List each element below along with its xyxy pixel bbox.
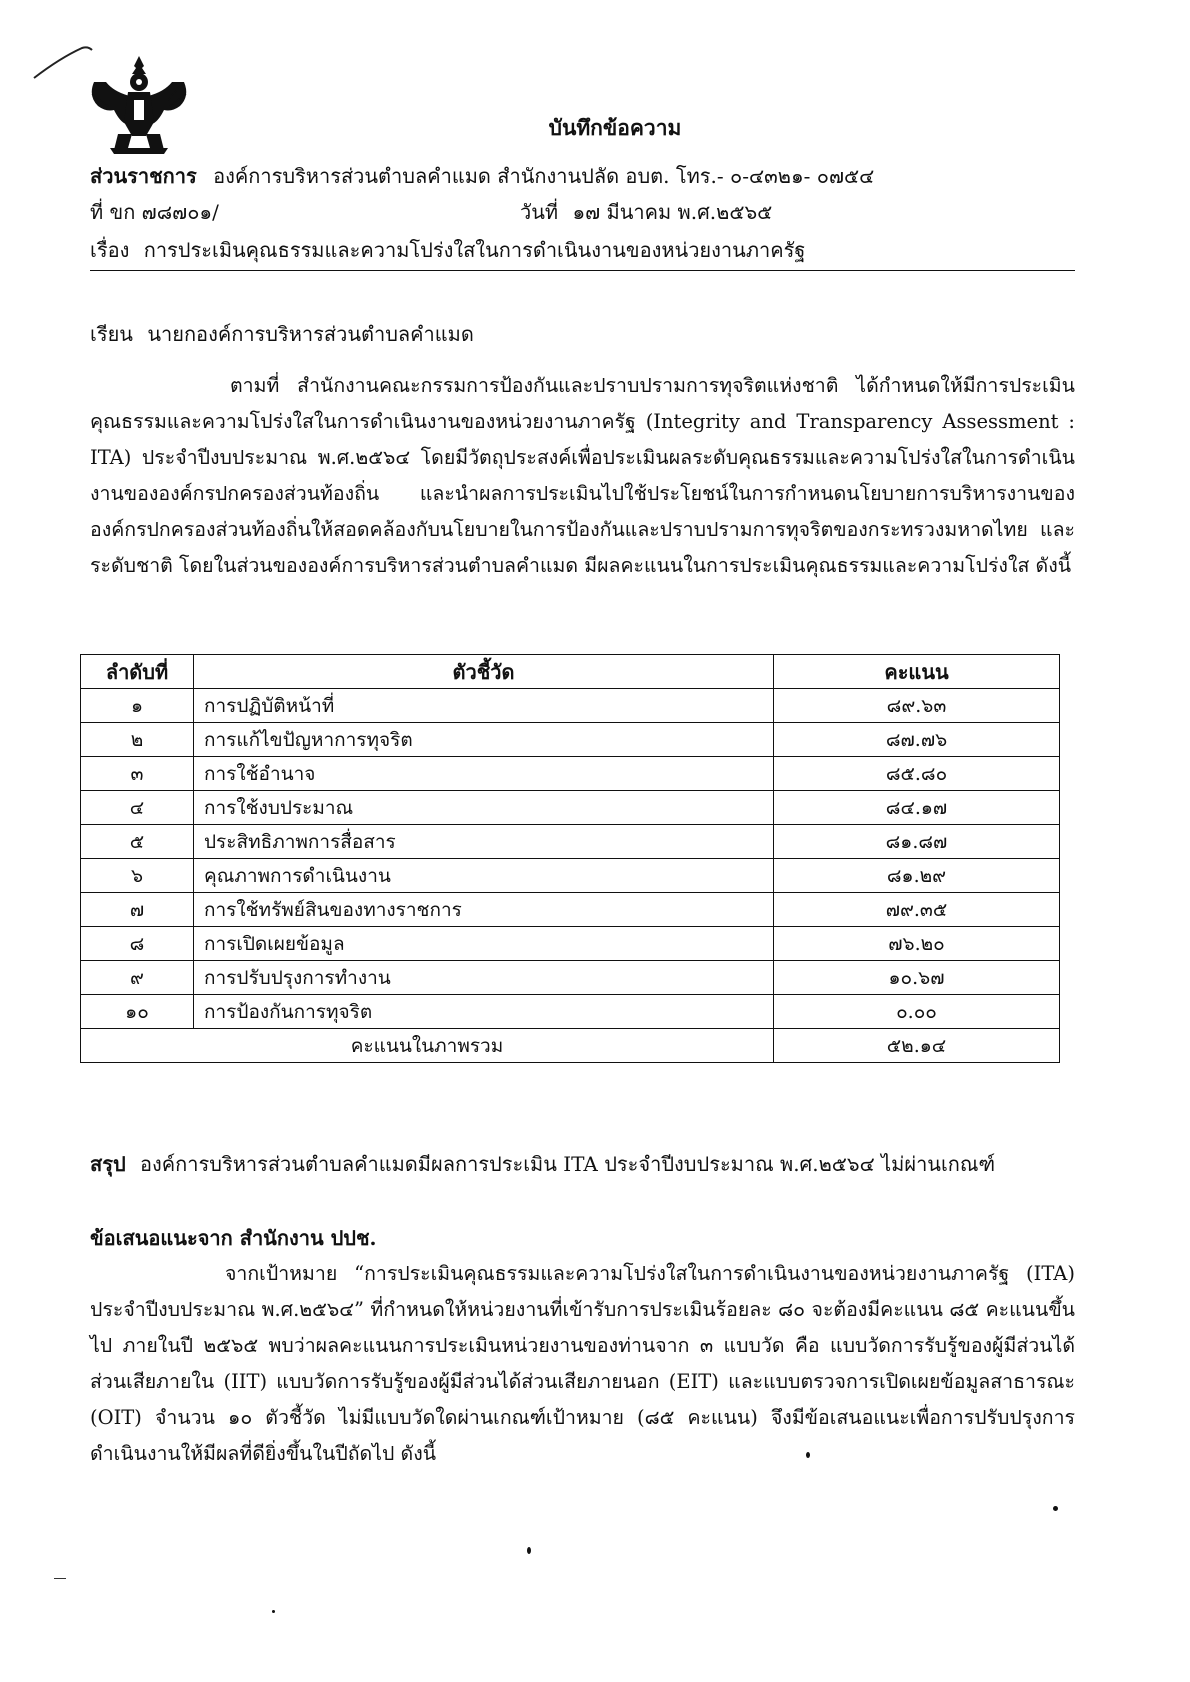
indicator-name: การปฏิบัติหน้าที่ [194,689,774,723]
indicator-name: คุณภาพการดำเนินงาน [194,859,774,893]
scan-speck [527,1547,531,1554]
date-label: วันที่ [520,200,559,224]
row-number: ๑๐ [81,995,194,1029]
indicator-score: ๘๑.๘๗ [774,825,1060,859]
date-line [520,196,772,228]
indicator-score: ๘๑.๒๙ [774,859,1060,893]
subject-label: เรื่อง [90,238,130,262]
header-divider [90,270,1075,271]
salutation [90,318,474,350]
table-row [81,995,1060,1029]
header-order: ลำดับที่ [81,655,194,689]
indicator-score: ๘๙.๖๓ [774,689,1060,723]
row-number: ๖ [81,859,194,893]
date-value: ๑๗ มีนาคม พ.ศ.๒๕๖๕ [572,200,773,224]
table-row [81,791,1060,825]
total-label: คะแนนในภาพรวม [81,1029,774,1063]
recommendation-heading: ข้อเสนอแนะจาก สำนักงาน ปปช. [90,1226,377,1250]
row-number: ๕ [81,825,194,859]
indicator-score: ๘๕.๘๐ [774,757,1060,791]
indicator-score: ๗๖.๒๐ [774,927,1060,961]
row-number: ๔ [81,791,194,825]
indicator-score: ๐.๐๐ [774,995,1060,1029]
agency-value: องค์การบริหารส่วนตำบลคำแมด สำนักงานปลัด อบต. โทร.- ๐-๔๓๒๑- ๐๗๕๔ [213,164,875,188]
indicator-score: ๘๗.๗๖ [774,723,1060,757]
table-header-row [81,655,1060,689]
summary-line [90,1148,995,1180]
table-row [81,689,1060,723]
reference-label: ที่ [90,200,104,224]
row-number: ๙ [81,961,194,995]
scan-speck [1053,1506,1058,1511]
subject-value: การประเมินคุณธรรมและความโปร่งใสในการดำเนินงานของหน่วยงานภาครัฐ [143,238,806,262]
reference-value: ขก ๗๘๗๐๑/ [109,200,219,224]
row-number: ๓ [81,757,194,791]
scan-speck [272,1610,275,1613]
indicator-name: การใช้อำนาจ [194,757,774,791]
agency-line [90,160,874,192]
table-row [81,825,1060,859]
indicator-name: การป้องกันการทุจริต [194,995,774,1029]
salutation-value: นายกองค์การบริหารส่วนตำบลคำแมด [147,322,474,346]
intro-paragraph: ตามที่ สำนักงานคณะกรรมการป้องกันและปราบปรามการทุจริตแห่งชาติ ได้กำหนดให้มีการประเมินคุณธรรมและความโปร่งใสในการดำเนินงานของหน่วยงานภาครัฐ (Integrity and Transparency Assessment : ITA) ประจำปีงบประมาณ พ.ศ.๒๕๖๔ โดยมีวัตถุประสงค์เพื่อประเมินผลระดับคุณธรรมและความโปร่งใสในการดำเนินงานขององค์กรปกครองส่วนท้องถิ่น และนำผลการประเมินไปใช้ประโยชน์ในการกำหนดนโยบายการบริหารงานขององค์กรปกครองส่วนท้องถิ่นให้สอดคล้องกับนโยบายในการป้องกันและปราบปรามการทุจริตของกระทรวงมหาดไทย และระดับชาติ โดยในส่วนขององค์การบริหารส่วนตำบลคำแมด มีผลคะแนนในการประเมินคุณธรรมและความโปร่งใส ดังนี้ [90,374,1075,577]
ita-score-table [80,654,1060,1063]
indicator-name: การใช้ทรัพย์สินของทางราชการ [194,893,774,927]
reference-line [90,196,219,228]
table-total-row [81,1029,1060,1063]
header-score: คะแนน [774,655,1060,689]
recommendation-paragraph: จากเป้าหมาย “การประเมินคุณธรรมและความโปร่งใสในการดำเนินงานของหน่วยงานภาครัฐ (ITA) ประจำปีงบประมาณ พ.ศ.๒๕๖๔” ที่กำหนดให้หน่วยงานที่เข้ารับการประเมินร้อยละ ๘๐ จะต้องมีคะแนน ๘๕ คะแนนขึ้นไป ภายในปี ๒๕๖๕ พบว่าผลคะแนนการประเมินหน่วยงานของท่านจาก ๓ แบบวัด คือ แบบวัดการรับรู้ของผู้มีส่วนได้ส่วนเสียภายใน (IIT) แบบวัดการรับรู้ของผู้มีส่วนได้ส่วนเสียภายนอก (EIT) และแบบตรวจการเปิดเผยข้อมูลสาธารณะ (OIT) จำนวน ๑๐ ตัวชี้วัด ไม่มีแบบวัดใดผ่านเกณฑ์เป้าหมาย (๘๕ คะแนน) จึงมีข้อเสนอแนะเพื่อการปรับปรุงการดำเนินงานให้มีผลที่ดียิ่งขึ้นในปีถัดไป ดังนี้ [90,1262,1075,1465]
table-row [81,893,1060,927]
scan-speck [806,1452,810,1458]
header-indicator: ตัวชี้วัด [194,655,774,689]
indicator-name: ประสิทธิภาพการสื่อสาร [194,825,774,859]
indicator-score: ๑๐.๖๗ [774,961,1060,995]
row-number: ๗ [81,893,194,927]
total-score: ๕๒.๑๔ [774,1029,1060,1063]
indicator-score: ๘๔.๑๗ [774,791,1060,825]
table-row [81,859,1060,893]
table-row [81,723,1060,757]
row-number: ๘ [81,927,194,961]
indicator-name: การเปิดเผยข้อมูล [194,927,774,961]
row-number: ๑ [81,689,194,723]
agency-label: ส่วนราชการ [90,164,197,188]
indicator-name: การปรับปรุงการทำงาน [194,961,774,995]
subject-line [90,234,805,266]
table-row [81,927,1060,961]
scan-speck [54,1578,66,1579]
salutation-label: เรียน [90,322,133,346]
row-number: ๒ [81,723,194,757]
summary-text: องค์การบริหารส่วนตำบลคำแมดมีผลการประเมิน ITA ประจำปีงบประมาณ พ.ศ.๒๕๖๔ ไม่ผ่านเกณฑ์ [140,1152,996,1176]
table-row [81,757,1060,791]
indicator-score: ๗๙.๓๕ [774,893,1060,927]
indicator-name: การใช้งบประมาณ [194,791,774,825]
indicator-name: การแก้ไขปัญหาการทุจริต [194,723,774,757]
summary-label: สรุป [90,1152,126,1176]
table-row [81,961,1060,995]
document-title: บันทึกข้อความ [548,115,682,140]
